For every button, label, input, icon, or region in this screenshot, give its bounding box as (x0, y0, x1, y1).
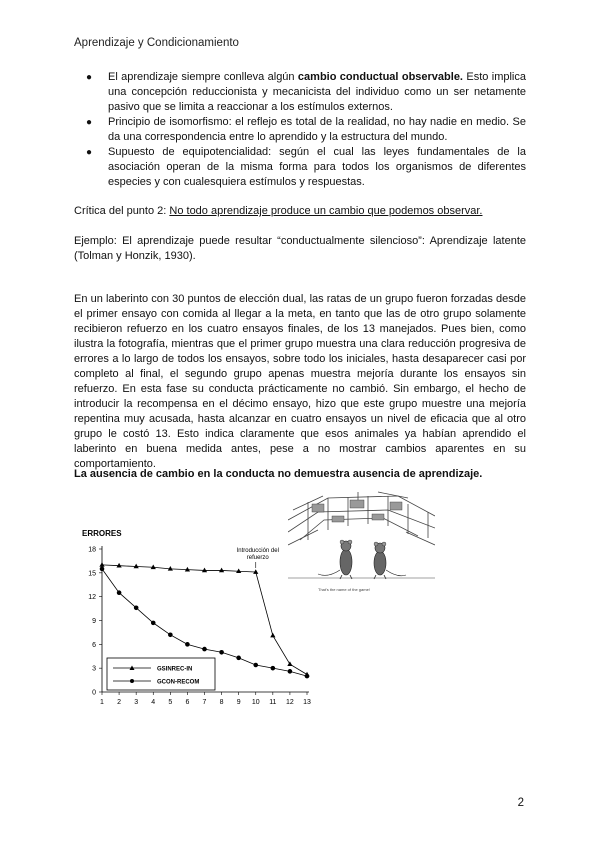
bullet-dot-icon: ● (86, 117, 93, 128)
x-tick-label: 6 (185, 699, 190, 706)
conclusion-text: La ausencia de cambio en la conducta no demuestra ausencia de aprendizaje. (74, 468, 483, 480)
circle-point (236, 656, 241, 661)
circle-point (117, 590, 122, 595)
circle-point (100, 567, 105, 572)
critica-line (74, 204, 526, 219)
x-tick-label: 7 (202, 699, 207, 706)
cartoon-caption: That's the name of the game! (318, 587, 370, 592)
errors-line-chart (77, 524, 322, 714)
bullet-text-bold: cambio conductual observable. (297, 71, 463, 83)
x-tick-label: 4 (151, 699, 156, 706)
y-tick-label: 15 (88, 570, 96, 578)
legend-circle-icon (130, 679, 134, 683)
circle-point (151, 621, 156, 626)
triangle-point (99, 562, 104, 567)
triangle-point (151, 564, 156, 569)
annotation-line2: refuerzo (246, 555, 269, 561)
x-tick-label: 10 (251, 699, 260, 706)
page-number: 2 (517, 797, 524, 809)
triangle-point (202, 568, 207, 573)
circle-point (202, 647, 207, 652)
bullet-text: Supuesto de equipotencialidad: según el cual las leyes fundamentales de la asociación operan de la misma forma para todos los organismos de diferentes especies y con cualesquiera estímulos y respuestas. (108, 146, 526, 188)
bullet-list (80, 70, 526, 190)
chart-annotation (237, 548, 279, 568)
circle-point (134, 605, 139, 610)
conclusion (74, 467, 526, 482)
x-tick-label: 9 (236, 699, 241, 706)
y-tick-label: 6 (92, 641, 96, 649)
critica-underlined: No todo aprendizaje produce un cambio que podemos observar. (169, 205, 483, 217)
x-tick-label: 1 (100, 699, 104, 706)
circle-point (168, 633, 173, 638)
y-tick-label: 18 (88, 546, 96, 554)
circle-point (253, 663, 258, 668)
body-paragraph: En un laberinto con 30 puntos de elección dual, las ratas de un grupo fueron forzadas desde el primer ensayo con comida al llegar a la meta, en tanto que las de otro grupo solamente recibieron refuerzo en los cuatro ensayos finales, de los 13 manejados. Pues bien, como ilustra la fotografía, mientras que el primer grupo muestra una clara reducción progresiva de errores a lo largo de todos los ensayos, sobre todo los iniciales, hasta desaparecer casi por completo al final, el segundo grupo apenas muestra mejoría durante los ensayos sin refuerzo. En esta fase su conducta prácticamente no cambió. Sin embargo, el hecho de introducir la recompensa en el décimo ensayo, hizo que este grupo muestre una mejoría repentina muy acusada, hasta alcanzar en cuatro ensayos un nivel de eficacia que al otro grupo le costó 13. Esto indica claramente que esos animales ya habían aprendido el laberinto en buena medida antes, pese a no mostrar cambios aparentes en su comportamiento. (74, 293, 526, 470)
y-tick-label: 3 (92, 665, 96, 673)
legend-label-2: GCON-RECOM (157, 679, 200, 686)
chart-title: ERRORES (82, 529, 122, 538)
x-tick-label: 8 (219, 699, 224, 706)
circle-point (305, 674, 310, 679)
triangle-point (116, 563, 121, 568)
bullet-dot-icon: ● (86, 72, 93, 83)
bullet-text-pre: El aprendizaje siempre conlleva algún (108, 71, 298, 83)
bullet-item (80, 70, 526, 115)
critica-label: Crítica del punto 2: (74, 205, 170, 217)
x-tick-label: 2 (117, 699, 122, 706)
triangle-point (287, 661, 292, 666)
x-tick-labels (100, 692, 311, 706)
circle-point (219, 650, 224, 655)
triangle-point (219, 568, 224, 573)
bullet-item (80, 145, 526, 190)
y-tick-label: 0 (92, 689, 96, 697)
triangle-point (253, 569, 258, 574)
legend-label-1: GSINREC-IN (157, 666, 193, 673)
annotation-line1: Introducción del (236, 548, 279, 554)
x-tick-label: 3 (134, 699, 139, 706)
bullet-text-post: Esto implica una concepción reduccionista y mecanicista del individuo como un ser netamente pasivo que se limita a reaccionar a los estímulos externos. (108, 71, 526, 113)
triangle-point (236, 568, 241, 573)
circle-point (288, 669, 293, 674)
triangle-point (134, 564, 139, 569)
x-tick-label: 11 (269, 699, 277, 706)
circle-point (271, 666, 276, 671)
bullet-item (80, 115, 526, 145)
bullet-text: Principio de isomorfismo: el reflejo es total de la realidad, no hay nadie en medio. Se da una correspondencia entre lo aprendido y la estructura del mundo. (108, 116, 526, 143)
chart-legend (107, 658, 215, 690)
triangle-point (185, 567, 190, 572)
running-header: Aprendizaje y Condicionamiento (74, 37, 239, 49)
y-tick-label: 9 (92, 618, 96, 625)
x-tick-label: 13 (303, 699, 311, 706)
circle-point (185, 642, 190, 647)
bullet-dot-icon: ● (86, 147, 93, 158)
maze-rats-cartoon (288, 490, 435, 605)
x-tick-label: 5 (168, 699, 173, 706)
y-tick-label: 12 (88, 594, 96, 602)
ejemplo-paragraph: Ejemplo: El aprendizaje puede resultar “conductualmente silencioso”: Aprendizaje latente (Tolman y Honzik, 1930). (74, 235, 526, 262)
x-tick-label: 12 (286, 699, 294, 706)
triangle-point (270, 633, 275, 638)
